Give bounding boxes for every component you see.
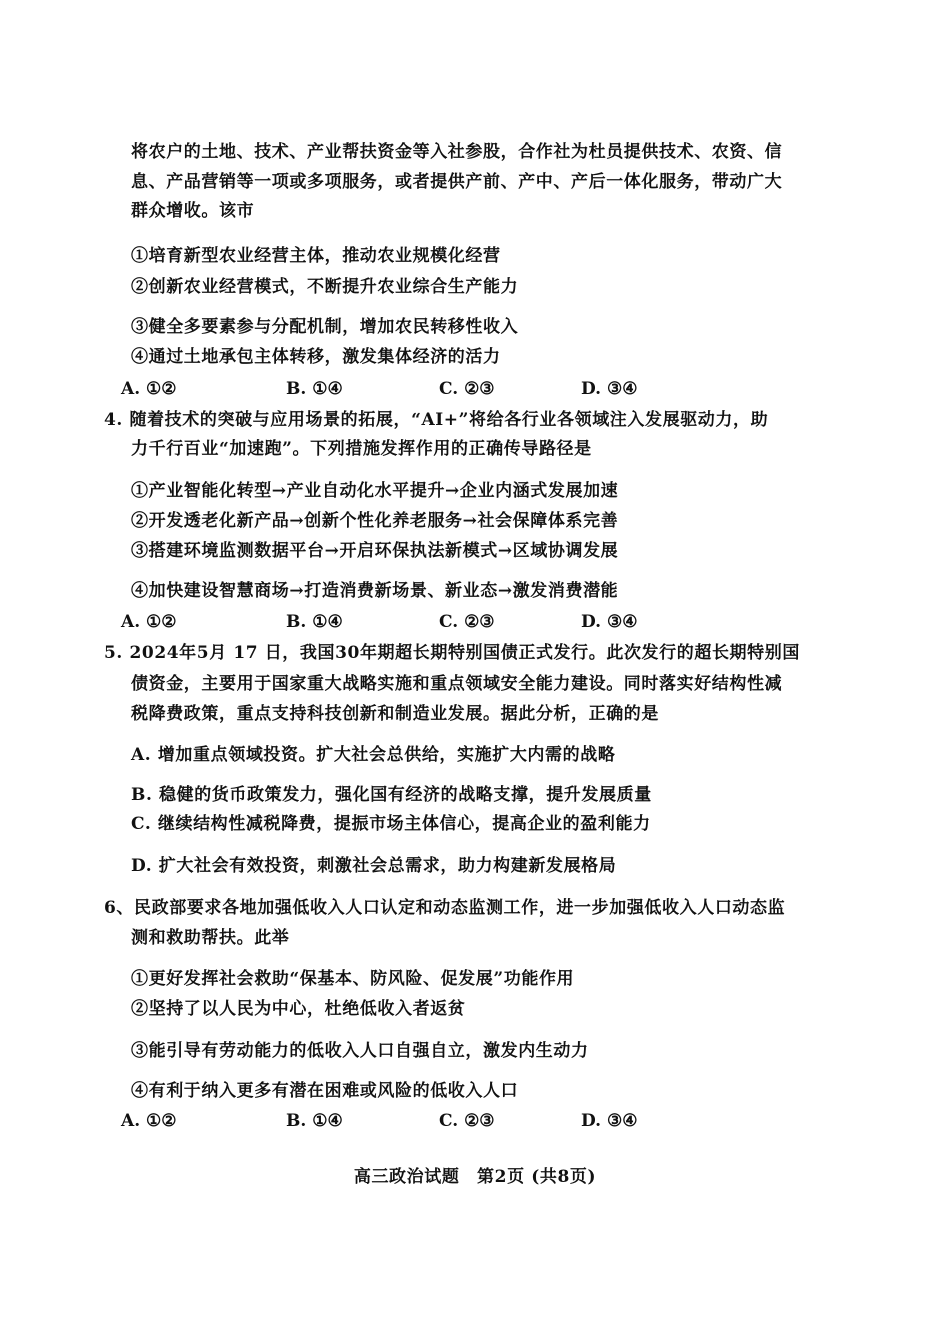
q6-item-3: ③能引导有劳动能力的低收入人口自强自立，激发内生动力: [131, 1041, 589, 1061]
q6-option-c[interactable]: C. ②③: [439, 1111, 495, 1131]
q6-option-d[interactable]: D. ③④: [581, 1111, 638, 1131]
q4-stem-line-1: 4. 随着技术的突破与应用场景的拓展，“AI+”将给各行业各领域注入发展驱动力，助: [104, 410, 769, 430]
q3-item-2: ②创新农业经营模式，不断提升农业综合生产能力: [131, 277, 519, 297]
q6-item-1: ①更好发挥社会救助“保基本、防风险、促发展”功能作用: [131, 969, 575, 989]
q4-option-d[interactable]: D. ③④: [581, 612, 638, 632]
q4-item-3: ③搭建环境监测数据平台→开启环保执法新模式→区域协调发展: [131, 541, 619, 561]
q4-option-b[interactable]: B. ①④: [286, 612, 343, 632]
q5-stem-line-1: 5. 2024年5月 17 日，我国30年期超长期特别国债正式发行。此次发行的超长期特别国: [104, 643, 800, 663]
q6-stem-line-2: 测和救助帮扶。此举: [131, 928, 290, 948]
q5-choice-b[interactable]: B. 稳健的货币政策发力，强化国有经济的战略支撑，提升发展质量: [131, 785, 652, 805]
q3-option-d[interactable]: D. ③④: [581, 379, 638, 399]
q6-item-2: ②坚持了以人民为中心，杜绝低收入者返贫: [131, 999, 466, 1019]
q5-stem-line-3: 税降费政策，重点支持科技创新和制造业发展。据此分析，正确的是: [131, 704, 659, 724]
q3-options: [121, 378, 681, 402]
q3-item-1: ①培育新型农业经营主体，推动农业规模化经营: [131, 246, 501, 266]
q6-item-4: ④有利于纳入更多有潜在困难或风险的低收入人口: [131, 1081, 519, 1101]
q4-item-2: ②开发透老化新产品→创新个性化养老服务→社会保障体系完善: [131, 511, 619, 531]
q5-choice-a[interactable]: A. 增加重点领域投资。扩大社会总供给，实施扩大内需的战略: [131, 745, 616, 765]
q6-options: [121, 1110, 681, 1134]
q4-item-4: ④加快建设智慧商场→打造消费新场景、新业态→激发消费潜能: [131, 581, 619, 601]
q3-option-a[interactable]: A. ①②: [121, 379, 177, 399]
q3-stem-line-2: 息、产品营销等一项或多项服务，或者提供产前、产中、产后一体化服务，带动广大: [131, 172, 783, 192]
q6-stem-line-1: 6、民政部要求各地加强低收入人口认定和动态监测工作，进一步加强低收入人口动态监: [104, 898, 786, 918]
q3-stem-line-1: 将农户的土地、技术、产业帮扶资金等入社参股，合作社为杜员提供技术、农资、信: [131, 142, 783, 162]
q4-item-1: ①产业智能化转型→产业自动化水平提升→企业内涵式发展加速: [131, 481, 619, 501]
q3-item-4: ④通过土地承包主体转移，激发集体经济的活力: [131, 347, 501, 367]
q4-option-c[interactable]: C. ②③: [439, 612, 495, 632]
q3-stem-line-3: 群众增收。该市: [131, 201, 255, 221]
q5-choice-d[interactable]: D. 扩大社会有效投资，刺激社会总需求，助力构建新发展格局: [131, 856, 617, 876]
q3-item-3: ③健全多要素参与分配机制，增加农民转移性收入: [131, 317, 519, 337]
q5-choice-c[interactable]: C. 继续结构性减税降费，提振市场主体信心，提高企业的盈利能力: [131, 814, 651, 834]
q3-option-b[interactable]: B. ①④: [286, 379, 343, 399]
q4-options: [121, 611, 681, 635]
page-footer: 高三政治试题 第2页 (共8页): [353, 1167, 597, 1187]
q4-option-a[interactable]: A. ①②: [121, 612, 177, 632]
q4-stem-line-2: 力千行百业“加速跑”。下列措施发挥作用的正确传导路径是: [131, 439, 592, 459]
q3-option-c[interactable]: C. ②③: [439, 379, 495, 399]
q5-stem-line-2: 债资金，主要用于国家重大战略实施和重点领域安全能力建设。同时落实好结构性减: [131, 674, 783, 694]
q6-option-b[interactable]: B. ①④: [286, 1111, 343, 1131]
q6-option-a[interactable]: A. ①②: [121, 1111, 177, 1131]
